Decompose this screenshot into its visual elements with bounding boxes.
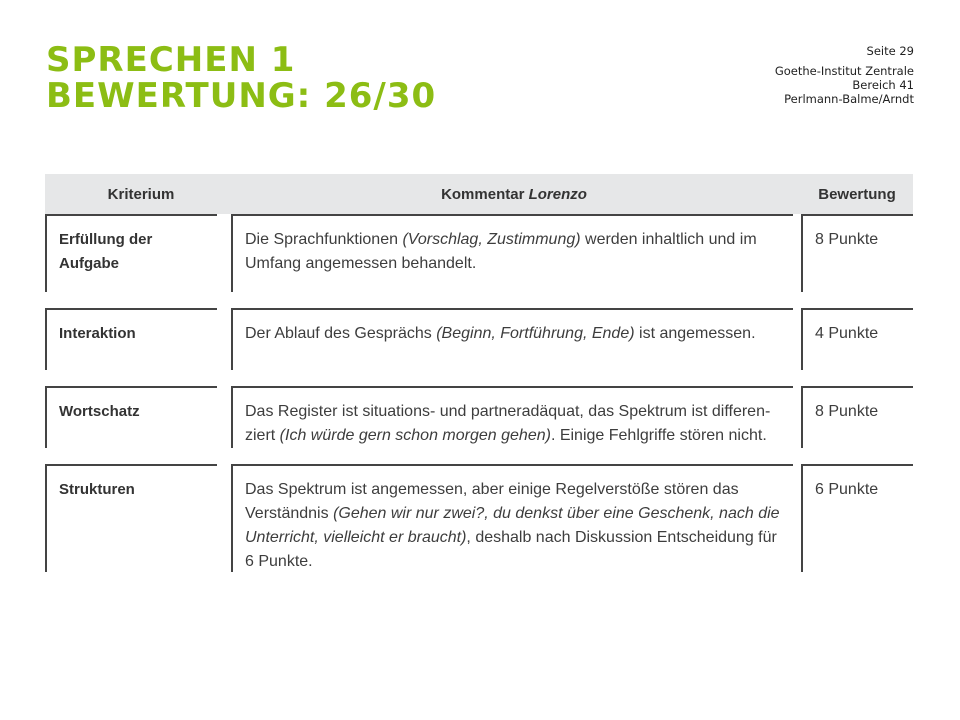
comment-example: (Gehen wir nur zwei?, du denkst über eine Geschenk, nach die Unterricht, vielleicht er braucht) — [245, 505, 780, 546]
authors: Perlmann-Balme/Arndt — [784, 92, 914, 106]
comment-example: (Vorschlag, Zustimmung) — [402, 231, 581, 248]
comment-cell — [231, 464, 793, 572]
comment-header-prefix: Kommentar — [441, 185, 525, 203]
comment-text: Die Sprachfunktionen — [245, 231, 403, 248]
comment-text: . Einige Fehlgriffe stören nicht. — [550, 427, 767, 444]
comment-cell — [231, 214, 793, 292]
criterion-cell: Erfüllung der Aufgabe — [45, 214, 217, 292]
table-row — [45, 214, 913, 292]
table-row — [45, 464, 913, 572]
table-body — [45, 214, 913, 572]
comment-cell — [231, 308, 793, 370]
comment-text: werden inhaltlich und im Umfang angemessen behandelt. — [245, 231, 757, 272]
rating-cell: 8 Punkte — [801, 214, 913, 292]
comment-text: , deshalb nach Diskussion Entscheidung für 6 Punkte. — [245, 529, 777, 570]
column-header-comment — [227, 186, 801, 203]
table-row — [45, 308, 913, 370]
page-number: Seite 29 — [866, 44, 914, 58]
table-row — [45, 386, 913, 448]
rating-cell: 8 Punkte — [801, 386, 913, 448]
organization: Goethe-Institut Zentrale — [774, 64, 914, 78]
column-header-rating: Bewertung — [818, 185, 896, 203]
comment-text: Der Ablauf des Gesprächs — [245, 325, 437, 342]
criterion-cell: Wortschatz — [45, 386, 217, 448]
comment-text: ist angemessen. — [634, 325, 756, 342]
title-line-1: SPRECHEN 1 — [46, 40, 296, 80]
title-line-2: BEWERTUNG: 26/30 — [46, 76, 437, 116]
rating-cell: 6 Punkte — [801, 464, 913, 572]
comment-example: (Ich würde gern schon morgen gehen) — [279, 427, 551, 444]
comment-text: Das Register ist situations- und partneradäquat, das Spektrum ist differen-ziert — [245, 403, 771, 444]
criterion-cell: Strukturen — [45, 464, 217, 572]
comment-text: Das Spektrum ist angemessen, aber einige Regelverstöße stören das Verständnis — [245, 481, 739, 522]
page-title — [46, 42, 436, 114]
comment-example: (Beginn, Fortführung, Ende) — [436, 325, 635, 342]
criterion-cell: Interaktion — [45, 308, 217, 370]
department: Bereich 41 — [852, 78, 914, 92]
comment-cell — [231, 386, 793, 448]
column-header-criterion: Kriterium — [107, 185, 175, 203]
rating-table — [45, 174, 913, 572]
slide-meta — [775, 44, 914, 106]
table-header — [45, 174, 913, 214]
comment-header-name: Lorenzo — [528, 185, 587, 203]
rating-cell: 4 Punkte — [801, 308, 913, 370]
